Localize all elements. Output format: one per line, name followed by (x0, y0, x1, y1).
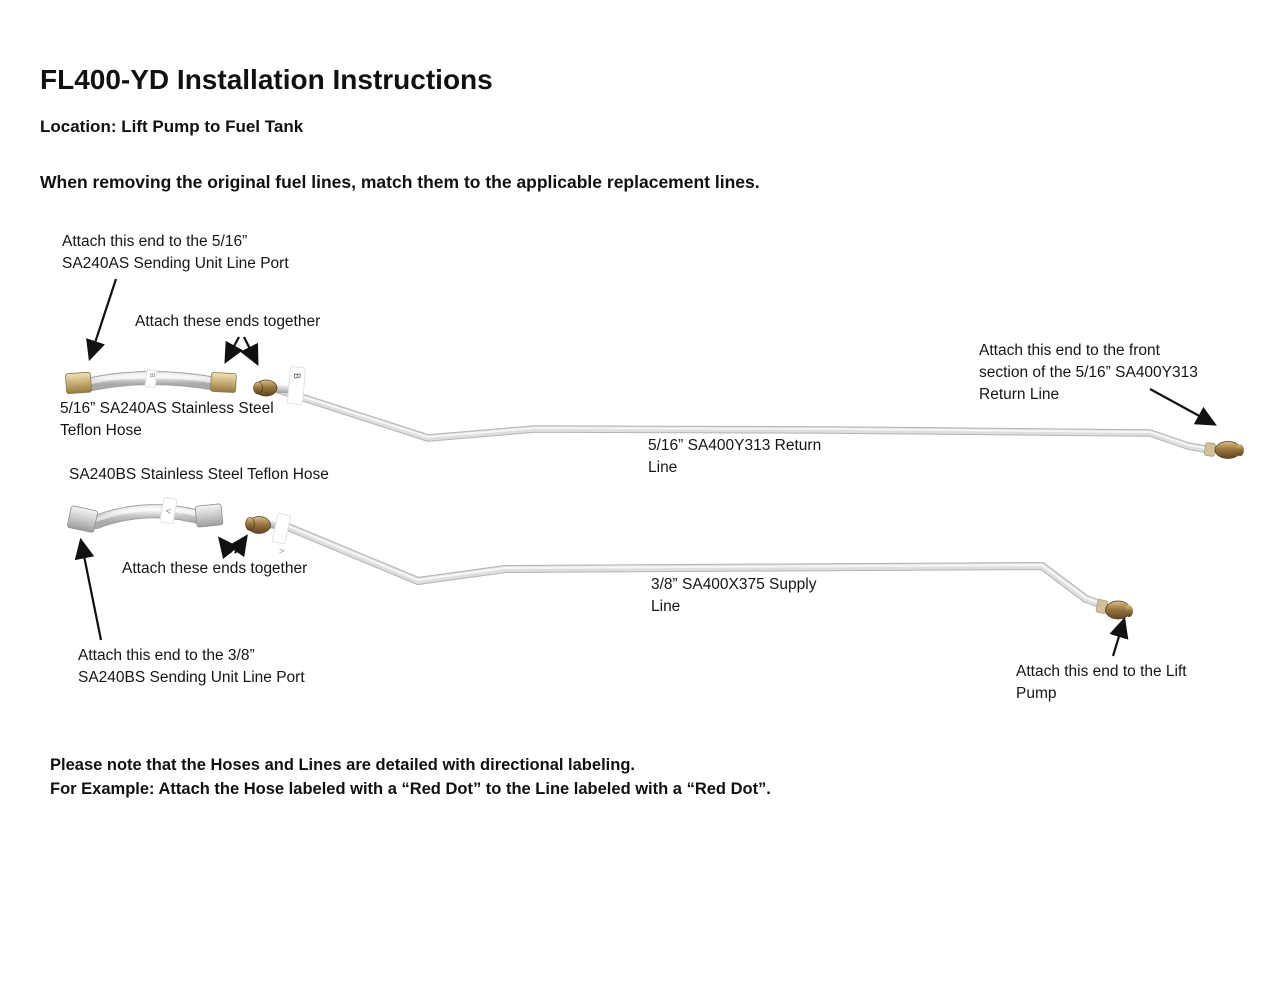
arrow-to-hose2-right-end (220, 539, 231, 553)
label-hose2-name: SA240BS Stainless Steel Teflon Hose (69, 466, 329, 483)
location-subtitle: Location: Lift Pump to Fuel Tank (40, 117, 304, 136)
page-title: FL400-YD Installation Instructions (40, 64, 493, 95)
note-line: Please note that the Hoses and Lines are detailed with directional labeling. (50, 756, 635, 774)
supply-line-tag (272, 513, 291, 556)
callout-attach-return-front (979, 340, 1198, 406)
return-line-tag (287, 366, 305, 404)
arrow-to-hose2-left-end (81, 541, 101, 640)
svg-text:B: B (148, 373, 155, 378)
hose-sa240bs (67, 497, 223, 533)
callout-line: SA240BS Sending Unit Line Port (78, 669, 305, 686)
instruction-text: When removing the original fuel lines, match them to the applicable replacement lines. (40, 172, 760, 192)
callout-line: Attach this end to the 3/8” (78, 647, 255, 664)
label-line: Teflon Hose (60, 422, 142, 439)
label-supply-line-name (651, 574, 816, 618)
callout-line: Attach this end to the 5/16” (62, 233, 248, 250)
callout-line: Pump (1016, 685, 1057, 702)
svg-text:<: < (165, 505, 172, 517)
label-line: Line (651, 598, 681, 615)
callout-line: section of the 5/16” SA400Y313 (979, 364, 1198, 381)
callout-attach-38-sending-port (78, 645, 305, 689)
return-line-right-fitting (1204, 442, 1244, 459)
label-line: 5/16” SA400Y313 Return (648, 437, 822, 454)
note-line: For Example: Attach the Hose labeled with a “Red Dot” to the Line labeled with a “Red Dot”. (50, 779, 771, 798)
svg-text:B: B (292, 373, 302, 380)
callout-line: SA240AS Sending Unit Line Port (62, 255, 289, 272)
label-line: Line (648, 459, 678, 476)
svg-text:>: > (279, 546, 285, 556)
arrow-to-supply-line-fitting-left (235, 537, 246, 553)
callout-line: Attach this end to the front (979, 342, 1160, 359)
arrow-to-hose1-right-end (226, 337, 239, 361)
callout-line: Attach this end to the Lift (1016, 663, 1187, 680)
label-line: 3/8” SA400X375 Supply (651, 576, 817, 593)
supply-line-right-fitting (1096, 599, 1133, 619)
callout-attach-together-bottom: Attach these ends together (122, 560, 308, 577)
label-return-line-name (648, 435, 821, 479)
directional-labeling-note (50, 754, 771, 801)
callout-attach-together-top: Attach these ends together (135, 313, 321, 330)
arrow-to-lift-pump-end (1113, 620, 1124, 656)
label-line: 5/16” SA240AS Stainless Steel (60, 400, 274, 417)
callout-attach-516-sending-port (62, 231, 289, 275)
label-hose1-name (60, 398, 274, 442)
callout-attach-lift-pump (1016, 661, 1187, 705)
hose-sa240as (65, 370, 236, 394)
callout-line: Return Line (979, 386, 1060, 403)
arrow-to-return-line-fitting-left (244, 337, 257, 363)
arrow-to-hose1-left-end (90, 279, 116, 358)
